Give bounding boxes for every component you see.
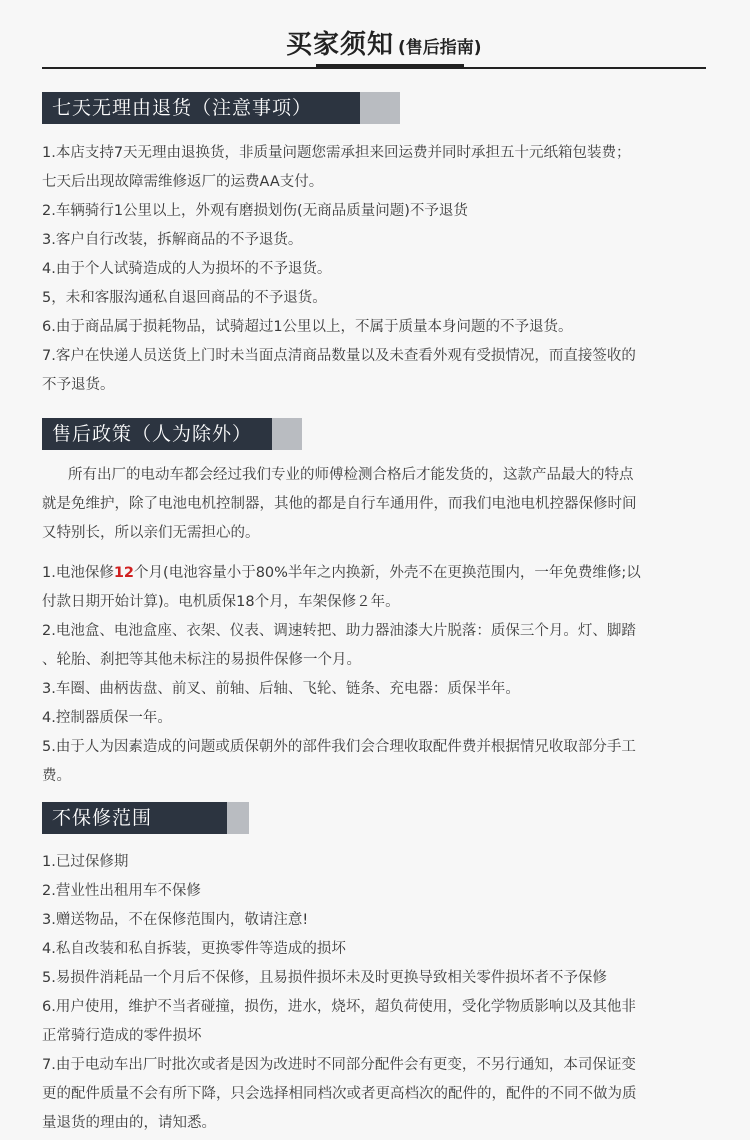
list-item: 量退货的理由的，请知悉。 <box>42 1115 216 1131</box>
battery-warranty-prefix: 1.电池保修 <box>42 565 114 581</box>
page-header <box>0 0 750 70</box>
list-item: 费。 <box>42 768 71 784</box>
list-item: 1.已过保修期 <box>42 854 129 870</box>
list-item: 2.电池盒、电池盒座、衣架、仪表、调速转把、助力器油漆大片脱落：质保三个月。灯、脚踏 <box>42 623 636 639</box>
list-item: 4.私自改装和私自拆装，更换零件等造成的损坏 <box>42 941 346 957</box>
after-sales-intro <box>42 461 708 548</box>
list-item: 7.客户在快递人员送货上门时未当面点清商品数量以及未查看外观有受损情况，而直接签收的 <box>42 348 636 364</box>
warranty-list <box>42 559 708 791</box>
list-item: 七天后出现故障需维修返厂的运费AA支付。 <box>42 174 324 190</box>
exclusions-list <box>42 848 708 1138</box>
section-banner-exclusions <box>42 802 249 834</box>
page-title <box>286 24 482 61</box>
list-item: 付款日期开始计算)。电机质保18个月，车架保修２年。 <box>42 594 400 610</box>
list-item: 4.控制器质保一年。 <box>42 710 172 726</box>
section-title-returns: 七天无理由退货（注意事项） <box>42 92 360 124</box>
list-item: 6.由于商品属于损耗物品，试骑超过1公里以上，不属于质量本身问题的不予退货。 <box>42 319 573 335</box>
page-subtitle: (售后指南) <box>398 38 482 58</box>
list-item: 更的配件质量不会有所下降，只会选择相同档次或者更高档次的配件的，配件的不同不做为质 <box>42 1086 637 1102</box>
section-title-exclusions: 不保修范围 <box>42 802 227 834</box>
section-title-after-sales: 售后政策（人为除外） <box>42 418 272 450</box>
returns-list <box>42 139 708 400</box>
list-item: 5，未和客服沟通私自退回商品的不予退货。 <box>42 290 327 306</box>
list-item: 5.易损件消耗品一个月后不保修，且易损件损坏未及时更换导致相关零件损坏者不予保修 <box>42 970 607 986</box>
list-item: 3.客户自行改装，拆解商品的不予退货。 <box>42 232 303 248</box>
list-item: 4.由于个人试骑造成的人为损坏的不予退货。 <box>42 261 332 277</box>
section-banner-after-sales <box>42 418 302 450</box>
list-item: 2.营业性出租用车不保修 <box>42 883 201 899</box>
intro-line: 又特别长，所以亲们无需担心的。 <box>42 525 260 541</box>
list-item: 2.车辆骑行1公里以上，外观有磨损划伤(无商品质量问题)不予退货 <box>42 203 468 219</box>
battery-warranty-months: 12 <box>113 565 135 581</box>
battery-warranty-suffix: 个月(电池容量小于80%半年之内换新，外壳不在更换范围内，一年免费维修;以 <box>134 565 641 581</box>
list-item: 1.本店支持7天无理由退换货，非质量问题您需承担来回运费并同时承担五十元纸箱包装费； <box>42 145 631 161</box>
banner-accent <box>272 418 302 450</box>
list-item: 7.由于电动车出厂时批次或者是因为改进时不同部分配件会有更变，不另行通知，本司保证变 <box>42 1057 636 1073</box>
header-divider <box>42 67 706 69</box>
banner-accent <box>227 802 249 834</box>
list-item-battery-warranty <box>42 559 708 588</box>
list-item: 5.由于人为因素造成的问题或质保朝外的部件我们会合理收取配件费并根据情兄收取部分手工 <box>42 739 636 755</box>
banner-accent <box>360 92 400 124</box>
list-item: 不予退货。 <box>42 377 115 393</box>
intro-line: 就是免维护，除了电池电机控制器，其他的都是自行车通用件，而我们电池电机控器保修时间 <box>42 496 637 512</box>
list-item: 6.用户使用，维护不当者碰撞，损伤，进水，烧坏，超负荷使用，受化学物质影响以及其他非 <box>42 999 636 1015</box>
list-item: 、轮胎、刹把等其他未标注的易损件保修一个月。 <box>42 652 361 668</box>
list-item: 3.赠送物品，不在保修范围内，敬请注意! <box>42 912 309 928</box>
page-title-text: 买家须知 <box>286 30 395 60</box>
intro-line: 所有出厂的电动车都会经过我们专业的师傅检测合格后才能发货的，这款产品最大的特点 <box>68 467 634 483</box>
list-item: 正常骑行造成的零件损坏 <box>42 1028 202 1044</box>
section-banner-returns <box>42 92 400 124</box>
list-item: 3.车圈、曲柄齿盘、前叉、前轴、后轴、飞轮、链条、充电器：质保半年。 <box>42 681 520 697</box>
